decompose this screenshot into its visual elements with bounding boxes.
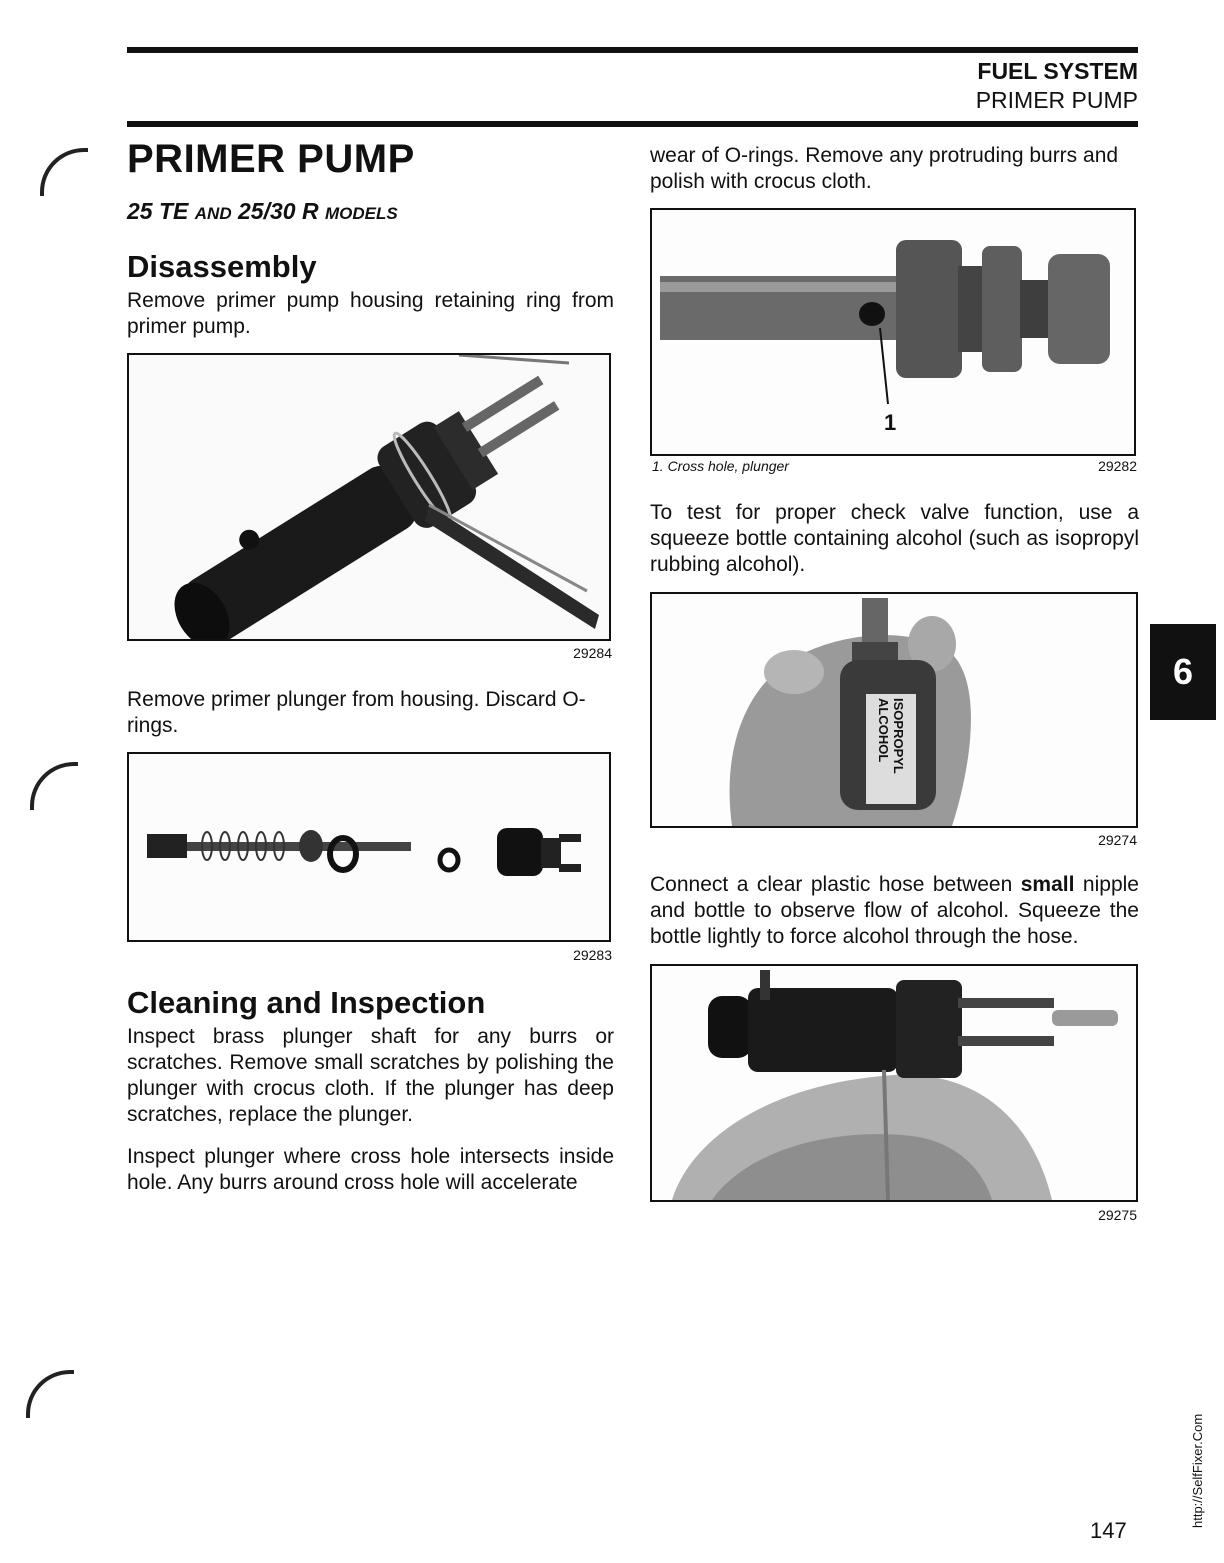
cleaning-paragraph-2: Inspect plunger where cross hole intersects inside hole. Any burrs around cross hole will accelerate — [127, 1145, 614, 1194]
figure-plunger-cross-hole — [650, 208, 1136, 456]
models-d: MODELS — [324, 204, 398, 223]
figure-hose-connection — [650, 964, 1138, 1202]
figure-plunger-parts — [127, 752, 611, 942]
primer-pump-photo — [129, 355, 609, 639]
binder-hole-mark — [30, 762, 78, 810]
side-url-text: http://SelfFixer.Com — [1190, 1413, 1205, 1528]
bottle-label — [866, 694, 916, 804]
bottle-label-text: ISOPROPYL ALCOHOL — [876, 698, 906, 774]
side-url — [1180, 1400, 1224, 1530]
figure-number: 29284 — [573, 645, 612, 661]
page-number: 147 — [1090, 1518, 1127, 1543]
callout-1: 1 — [884, 410, 897, 435]
header-rule-bottom — [127, 121, 1138, 127]
disassembly-paragraph-1: Remove primer pump housing retaining ring from primer pump. — [127, 289, 614, 338]
plunger-parts-photo — [129, 754, 609, 940]
connect-text-1: Connect a clear plastic hose between — [650, 873, 1021, 896]
models-b: AND — [194, 204, 232, 223]
disassembly-heading: Disassembly — [127, 249, 317, 284]
binder-hole-mark — [26, 1370, 74, 1418]
figure-squeeze-bottle — [650, 592, 1138, 828]
page-title: PRIMER PUMP — [127, 137, 415, 181]
disassembly-paragraph-2: Remove primer plunger from housing. Discard O-rings. — [127, 688, 586, 737]
figure-number: 29282 — [1098, 458, 1137, 474]
cleaning-heading: Cleaning and Inspection — [127, 985, 486, 1020]
cleaning-paragraph-1: Inspect brass plunger shaft for any burrs or scratches. Remove small scratches by polishing the plunger with crocus cloth. If the plunger has deep scratches, replace the plunger. — [127, 1025, 614, 1126]
hose-connection-photo — [652, 966, 1136, 1200]
figure-number: 29275 — [1098, 1207, 1137, 1223]
models-subtitle — [127, 198, 398, 225]
binder-hole-mark — [40, 148, 88, 196]
right-continued-paragraph: wear of O-rings. Remove any protruding burrs and polish with crocus cloth. — [650, 144, 1119, 193]
figure-number: 29274 — [1098, 832, 1137, 848]
models-a: 25 TE — [127, 198, 189, 224]
header-section: FUEL SYSTEM — [977, 58, 1138, 84]
connect-text-bold: small — [1020, 873, 1075, 896]
right-test-paragraph: To test for proper check valve function, use a squeeze bottle containing alcohol (such as isopropyl rubbing alcohol). — [650, 501, 1139, 576]
figure-housing-ring-removal — [127, 353, 611, 641]
right-connect-paragraph — [650, 872, 1139, 950]
connect-text-2: nipple and bottle to observe flow of alcohol. Squeeze the bottle lightly to force alcohol through the hose. — [650, 873, 1139, 948]
chapter-tab: 6 — [1150, 624, 1216, 720]
figure-caption: 1. Cross hole, plunger — [652, 458, 789, 474]
header-subsection: PRIMER PUMP — [975, 87, 1138, 113]
models-c: 25/30 R — [238, 198, 319, 224]
header-rule-top — [127, 47, 1138, 53]
figure-number: 29283 — [573, 947, 612, 963]
